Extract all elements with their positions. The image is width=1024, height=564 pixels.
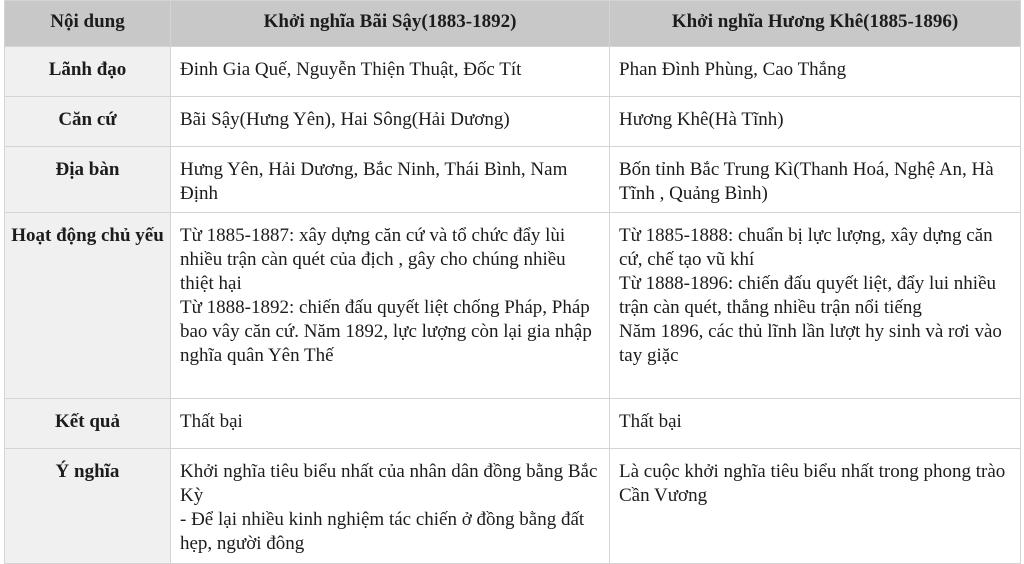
cell-line: Từ 1885-1888: chuẩn bị lực lượng, xây dựng căn cứ, chế tạo vũ khí — [619, 225, 993, 270]
row-label-hoat-dong: Hoạt động chủ yếu — [5, 213, 171, 399]
cell-bai-say-can-cu — [171, 97, 610, 147]
cell-huong-khe-lanh-dao — [610, 47, 1021, 97]
table-header-row — [5, 1, 1021, 47]
cell-huong-khe-can-cu — [610, 97, 1021, 147]
cell-huong-khe-y-nghia — [610, 449, 1021, 564]
cell-huong-khe-hoat-dong — [610, 213, 1021, 399]
cell-line: Từ 1885-1887: xây dựng căn cứ và tổ chức đẩy lùi nhiều trận càn quét của địch , gây cho chúng nhiều thiệt hại — [180, 225, 566, 294]
header-content: Nội dung — [5, 1, 171, 47]
cell-huong-khe-ket-qua — [610, 399, 1021, 449]
row-label-ket-qua: Kết quả — [5, 399, 171, 449]
row-label-can-cu: Căn cứ — [5, 97, 171, 147]
cell-line: Là cuộc khởi nghĩa tiêu biểu nhất trong phong trào Cần Vương — [619, 461, 1006, 506]
cell-bai-say-ket-qua — [171, 399, 610, 449]
cell-line: Hưng Yên, Hải Dương, Bắc Ninh, Thái Bình, Nam Định — [180, 159, 568, 204]
table-row — [5, 47, 1021, 97]
cell-huong-khe-dia-ban — [610, 147, 1021, 213]
table-row — [5, 449, 1021, 564]
comparison-table-wrapper — [4, 0, 1020, 564]
cell-line: Đinh Gia Quế, Nguyễn Thiện Thuật, Đốc Tít — [180, 59, 522, 80]
cell-bai-say-lanh-dao — [171, 47, 610, 97]
cell-line: Bãi Sậy(Hưng Yên), Hai Sông(Hải Dương) — [180, 109, 510, 130]
comparison-table — [4, 0, 1021, 564]
cell-bai-say-hoat-dong — [171, 213, 610, 399]
cell-line: Hương Khê(Hà Tĩnh) — [619, 109, 784, 130]
header-bai-say: Khởi nghĩa Bãi Sậy(1883-1892) — [171, 1, 610, 47]
cell-line: Năm 1896, các thủ lĩnh lần lượt hy sinh và rơi vào tay giặc — [619, 321, 1002, 366]
cell-line: Thất bại — [180, 411, 243, 432]
row-label-y-nghia: Ý nghĩa — [5, 449, 171, 564]
cell-line: Từ 1888-1892: chiến đấu quyết liệt chống Pháp, Pháp bao vây căn cứ. Năm 1892, lực lượng còn lại gia nhập nghĩa quân Yên Thế — [180, 297, 592, 366]
header-huong-khe: Khởi nghĩa Hương Khê(1885-1896) — [610, 1, 1021, 47]
cell-line: Khởi nghĩa tiêu biểu nhất của nhân dân đồng bằng Bắc Kỳ — [180, 461, 598, 506]
row-label-lanh-dao: Lãnh đạo — [5, 47, 171, 97]
table-row — [5, 399, 1021, 449]
cell-bai-say-dia-ban — [171, 147, 610, 213]
cell-line: Bốn tỉnh Bắc Trung Kì(Thanh Hoá, Nghệ An, Hà Tĩnh , Quảng Bình) — [619, 159, 994, 204]
cell-bai-say-y-nghia — [171, 449, 610, 564]
table-row — [5, 97, 1021, 147]
cell-line: Phan Đình Phùng, Cao Thắng — [619, 59, 847, 80]
cell-line: Thất bại — [619, 411, 682, 432]
cell-line: - Để lại nhiều kinh nghiệm tác chiến ở đồng bằng đất hẹp, người đông — [180, 509, 585, 554]
cell-line: Từ 1888-1896: chiến đấu quyết liệt, đẩy lui nhiều trận càn quét, thắng nhiều trận nổi tiếng — [619, 273, 997, 318]
table-row — [5, 147, 1021, 213]
table-row — [5, 213, 1021, 399]
row-label-dia-ban: Địa bàn — [5, 147, 171, 213]
